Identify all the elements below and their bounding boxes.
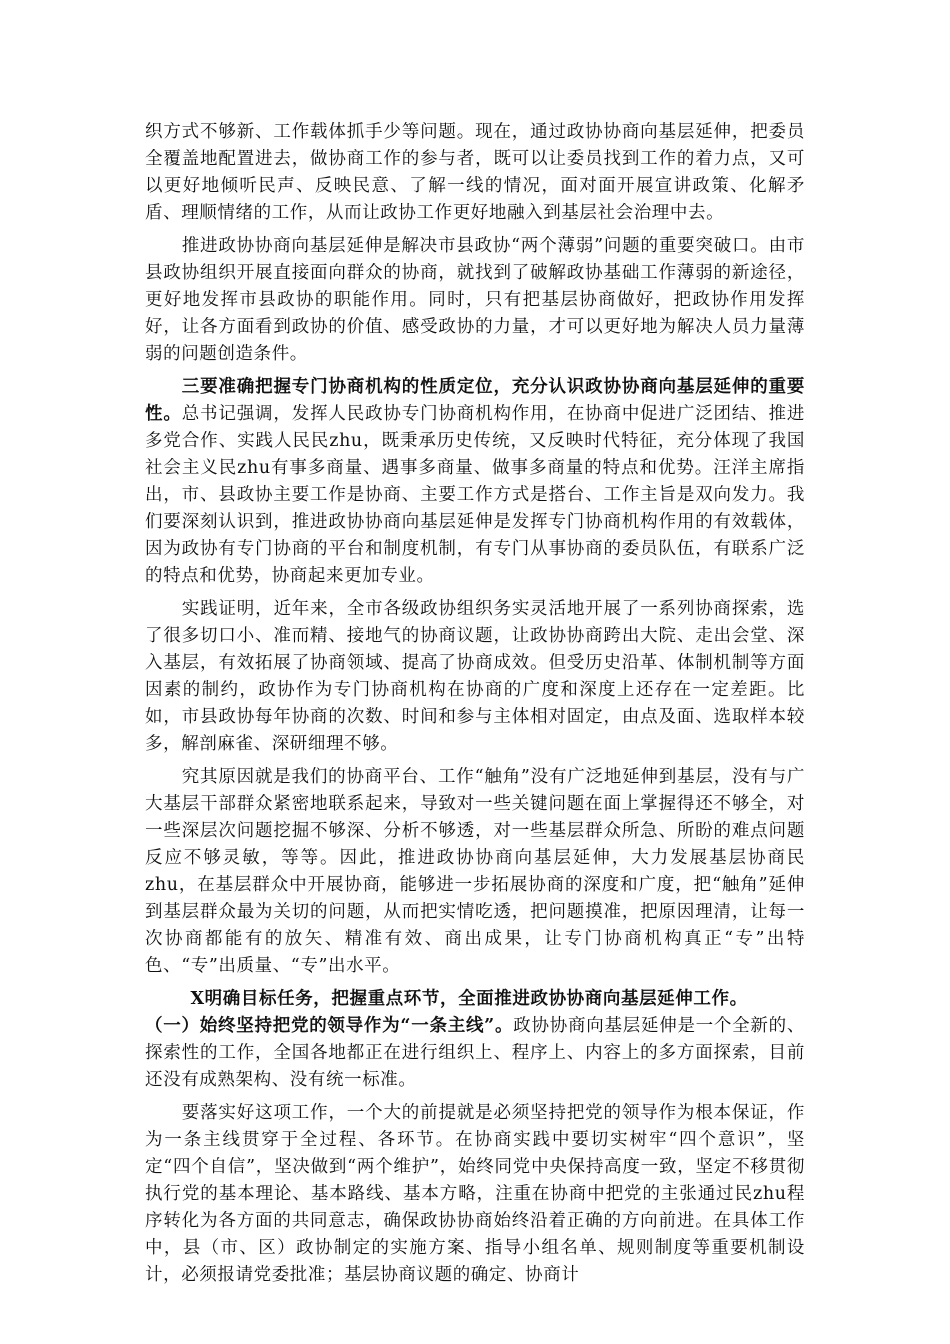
section-heading-text: X明确目标任务，把握重点环节，全面推进政协协商向基层延伸工作。 xyxy=(190,989,748,1009)
paragraph-5 xyxy=(145,764,805,980)
paragraph-2 xyxy=(145,233,805,368)
paragraph-bold-lead: 三要准确把握专门协商机构的性质定位，充分认识政协协商向基层延伸的重要性。 xyxy=(145,377,805,424)
paragraph-text: 要落实好这项工作，一个大的前提就是必须坚持把党的领导作为根本保证，作为一条主线贯穿于全过程、各环节。在协商实践中要切实树牢“四个意识”，坚定“四个自信”，坚决做到“两个维护”，始终同党中央保持高度一致，坚定不移贯彻执行党的基本理论、基本路线、基本方略，注重在协商中把党的主张通过民zhu程序转化为各方面的共同意志，确保政协协商始终沿着正确的方向前进。在具体工作中，县（市、区）政协制定的实施方案、指导小组名单、规则制度等重要机制设计，必须报请党委批准；基层协商议题的确定、协商计 xyxy=(145,1103,805,1285)
paragraph-3 xyxy=(145,374,805,590)
section-heading xyxy=(145,986,805,1013)
paragraph-7 xyxy=(145,1100,805,1289)
paragraph-text: 究其原因就是我们的协商平台、工作“触角”没有广泛地延伸到基层，没有与广大基层干部群众紧密地联系起来，导致对一些关键问题在面上掌握得还不够全，对一些深层次问题挖掘不够深、分析不够透，对一些基层群众所急、所盼的难点问题反应不够灵敏，等等。因此，推进政协协商向基层延伸，大力发展基层协商民zhu，在基层群众中开展协商，能够进一步拓展协商的深度和广度，把“触角”延伸到基层群众最为关切的问题，从而把实情吃透，把问题摸准，把原因理清，让每一次协商都能有的放矢、精准有效、商出成果，让专门协商机构真正“专”出特色、“专”出质量、“专”出水平。 xyxy=(145,767,805,976)
paragraph-text: 推进政协协商向基层延伸是解决市县政协“两个薄弱”问题的重要突破口。由市县政协组织开展直接面向群众的协商，就找到了破解政协基础工作薄弱的新途径，更好地发挥市县政协的职能作用。同时，只有把基层协商做好，把政协作用发挥好，让各方面看到政协的价值、感受政协的力量，才可以更好地为解决人员力量薄弱的问题创造条件。 xyxy=(145,236,805,364)
paragraph-bold-lead: （一）始终坚持把党的领导作为“一条主线”。 xyxy=(145,1016,514,1036)
paragraph-4 xyxy=(145,596,805,758)
paragraph-text: 织方式不够新、工作载体抓手少等问题。现在，通过政协协商向基层延伸，把委员全覆盖地配置进去，做协商工作的参与者，既可以让委员找到工作的着力点，又可以更好地倾听民声、反映民意、了解一线的情况，面对面开展宣讲政策、化解矛盾、理顺情绪的工作，从而让政协工作更好地融入到基层社会治理中去。 xyxy=(145,122,805,223)
document-page xyxy=(145,119,805,1295)
paragraph-text: 政协协商向基层延伸是一个全新的、探索性的工作，全国各地都正在进行组织上、程序上、内容上的多方面探索，目前还没有成熟架构、没有统一标准。 xyxy=(145,1016,805,1090)
paragraph-6 xyxy=(145,1013,805,1094)
paragraph-text: 总书记强调，发挥人民政协专门协商机构作用，在协商中促进广泛团结、推进多党合作、实践人民民zhu，既秉承历史传统，又反映时代特征，充分体现了我国社会主义民zhu有事多商量、遇事多商量、做事多商量的特点和优势。汪洋主席指出，市、县政协主要工作是协商、主要工作方式是搭台、工作主旨是双向发力。我们要深刻认识到，推进政协协商向基层延伸是发挥专门协商机构作用的有效载体，因为政协有专门协商的平台和制度机制，有专门从事协商的委员队伍，有联系广泛的特点和优势，协商起来更加专业。 xyxy=(145,404,805,586)
paragraph-1 xyxy=(145,119,805,227)
paragraph-text: 实践证明，近年来，全市各级政协组织务实灵活地开展了一系列协商探索，选了很多切口小、准而精、接地气的协商议题，让政协协商跨出大院、走出会堂、深入基层，有效拓展了协商领域、提高了协商成效。但受历史沿革、体制机制等方面因素的制约，政协作为专门协商机构在协商的广度和深度上还存在一定差距。比如，市县政协每年协商的次数、时间和参与主体相对固定，由点及面、选取样本较多，解剖麻雀、深研细理不够。 xyxy=(145,599,805,754)
